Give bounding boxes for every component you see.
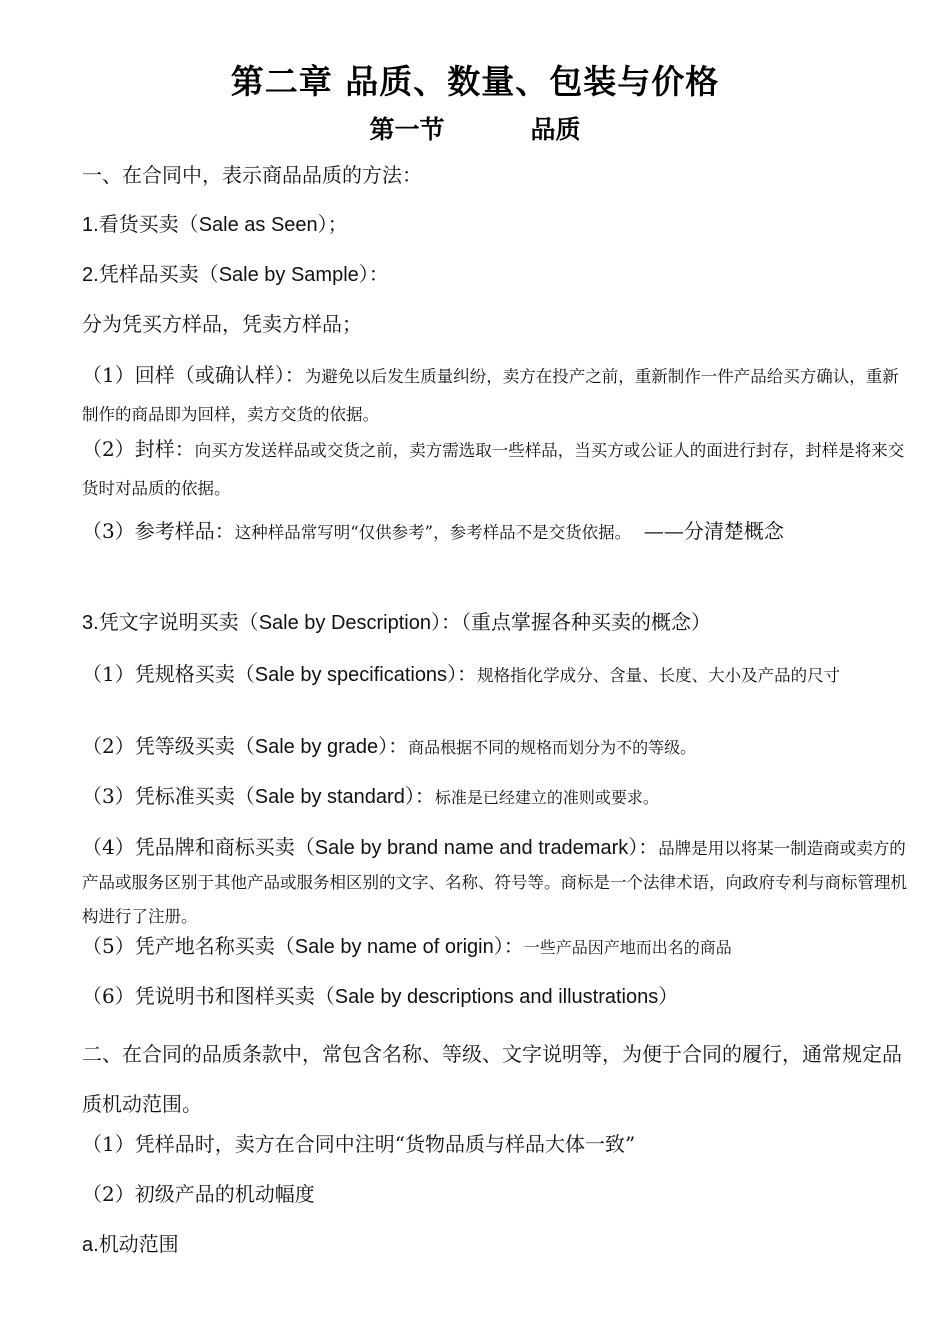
section-title	[0, 110, 950, 146]
chapter-title: 第二章 品质、数量、包装与价格	[230, 62, 720, 101]
item-3: 3.凭文字说明买卖（Sale by Description）：（重点掌握各种买卖的概念）	[82, 610, 711, 634]
description-item-5: （5）凭产地名称买卖（Sale by name of origin）：一些产品因产地而出名的商品	[82, 934, 732, 958]
description-item-6: （6）凭说明书和图样买卖（Sale by descriptions and illustrations）	[82, 984, 679, 1008]
description-item-4: （4）凭品牌和商标买卖（Sale by brand name and trademark）：品牌是用以将某一制造商或卖方的产品或服务区别于其他产品或服务相区别的文字、名称、符号等。商标是一个法律术语，向政府专利与商标管理机构进行了注册。	[82, 835, 907, 926]
sample-paragraph-2: （2）封样：向买方发送样品或交货之前，卖方需选取一些样品，当买方或公证人的面进行封存，封样是将来交货时对品质的依据。	[82, 437, 905, 498]
sample-paragraph-1: （1）回样（或确认样）：为避免以后发生质量纠纷，卖方在投产之前，重新制作一件产品给买方确认，重新制作的商品即为回样，卖方交货的依据。	[82, 363, 899, 424]
sample-paragraph-3: （3）参考样品：这种样品常写明“仅供参考”，参考样品不是交货依据。 ——分清楚概念	[82, 519, 784, 543]
range-subitem-a: a.机动范围	[82, 1232, 179, 1256]
section-2-heading: 二、在合同的品质条款中，常包含名称、等级、文字说明等，为便于合同的履行，通常规定品质机动范围。	[82, 1042, 902, 1116]
item-2-note: 分为凭买方样品，凭卖方样品；	[82, 312, 362, 336]
range-item-2: （2）初级产品的机动幅度	[82, 1182, 315, 1206]
item-1: 1.看货买卖（Sale as Seen）；	[82, 212, 348, 236]
section-name: 品质	[530, 115, 581, 144]
description-item-1: （1）凭规格买卖（Sale by specifications）：规格指化学成分、含量、长度、大小及产品的尺寸	[82, 662, 841, 686]
item-2: 2.凭样品买卖（Sale by Sample）：	[82, 262, 389, 286]
description-item-2: （2）凭等级买卖（Sale by grade）：商品根据不同的规格而划分为不的等级。	[82, 734, 697, 758]
section-1-heading: 一、在合同中，表示商品品质的方法：	[82, 163, 422, 187]
range-item-1: （1）凭样品时，卖方在合同中注明“货物品质与样品大体一致”	[82, 1132, 636, 1156]
description-item-3: （3）凭标准买卖（Sale by standard）：标准是已经建立的准则或要求。	[82, 784, 659, 808]
section-number: 第一节	[369, 115, 445, 144]
